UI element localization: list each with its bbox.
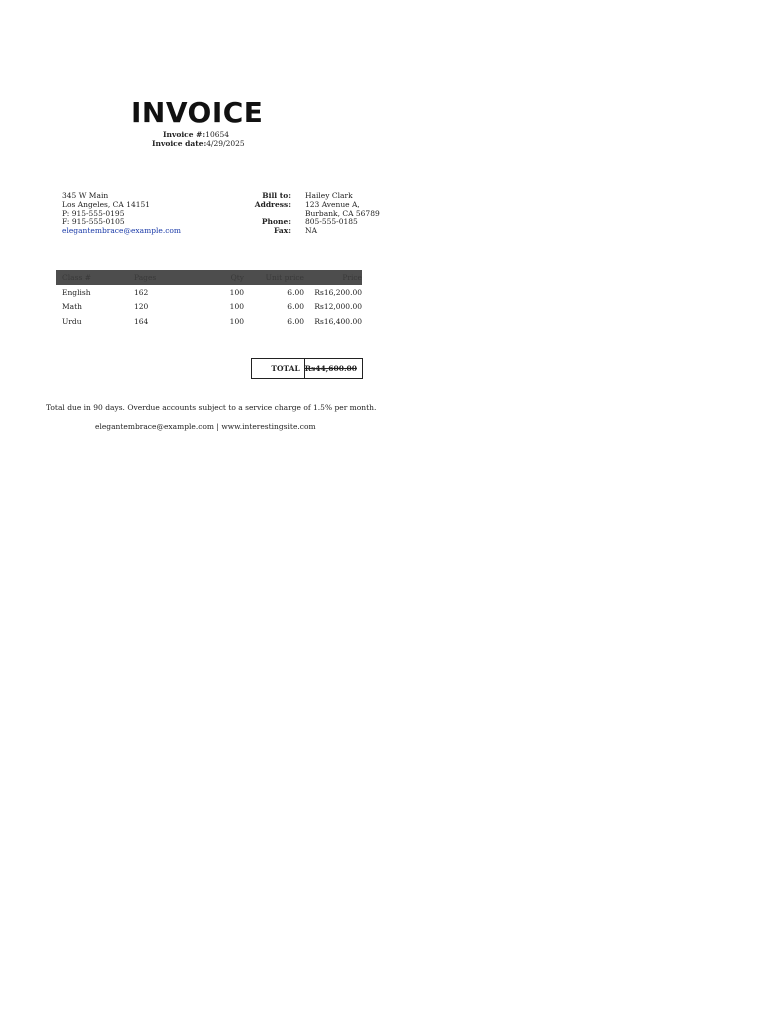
cell-qty: 100	[229, 316, 244, 326]
cell-price: Rs16,400.00	[314, 316, 362, 326]
sender-city: Los Angeles, CA 14151	[62, 199, 151, 209]
total-label: TOTAL	[252, 359, 305, 378]
sender-email-link[interactable]: elegantembrace@example.com	[62, 226, 182, 236]
cell-class: Urdu	[62, 316, 82, 326]
cell-pages: 120	[134, 302, 149, 312]
cell-price: Rs16,200.00	[314, 287, 362, 297]
sender-address-block	[62, 192, 181, 236]
table-row	[56, 314, 362, 329]
invoice-number	[163, 130, 229, 139]
column-header-qty: Qty	[200, 270, 244, 285]
sender-street: 345 W Main	[62, 191, 109, 200]
footer-contact: elegantembrace@example.com | www.interestingsite.com	[95, 422, 316, 431]
items-table	[56, 270, 362, 329]
table-row	[56, 300, 362, 315]
cell-class: English	[62, 287, 91, 297]
phone-label: Phone:	[261, 217, 291, 227]
invoice-number-label: Invoice #:	[163, 130, 206, 139]
phone-value: 805-555-0185	[305, 217, 358, 227]
invoice-date-value: 4/29/2025	[206, 139, 245, 148]
table-row	[56, 285, 362, 300]
bill-to-label: Bill to:	[262, 191, 291, 200]
fax-value: NA	[305, 226, 317, 236]
invoice-number-value: 10654	[205, 130, 230, 139]
bill-to-name: Hailey Clark	[305, 191, 353, 200]
column-header-class: Class #	[56, 270, 128, 285]
invoice-date	[152, 139, 245, 148]
cell-qty: 100	[229, 287, 244, 297]
sender-phone: P: 915-555-0195	[62, 208, 125, 218]
cell-pages: 162	[134, 287, 149, 297]
fax-label: Fax:	[273, 226, 291, 236]
total-box	[251, 358, 363, 379]
cell-pages: 164	[134, 316, 149, 326]
cell-unit-price: 6.00	[287, 302, 304, 312]
total-value: Rs44,600.00	[304, 364, 357, 373]
payment-terms: Total due in 90 days. Overdue accounts subject to a service charge of 1.5% per month.	[46, 403, 377, 412]
sender-fax: F: 915-555-0105	[62, 217, 125, 227]
cell-qty: 100	[229, 302, 244, 312]
column-header-price: Price	[304, 270, 362, 285]
cell-unit-price: 6.00	[287, 287, 304, 297]
cell-unit-price: 6.00	[287, 316, 304, 326]
address-line-2: Burbank, CA 56789	[305, 208, 380, 218]
column-header-unit-price: Unit price	[244, 270, 304, 285]
invoice-title: INVOICE	[131, 96, 264, 129]
table-header-row	[56, 270, 362, 285]
cell-class: Math	[62, 302, 82, 312]
cell-price: Rs12,000.00	[314, 302, 362, 312]
address-label: Address:	[254, 199, 291, 209]
address-line-1: 123 Avenue A,	[305, 199, 360, 209]
invoice-date-label: Invoice date:	[152, 139, 207, 148]
column-header-pages: Pages	[128, 270, 200, 285]
